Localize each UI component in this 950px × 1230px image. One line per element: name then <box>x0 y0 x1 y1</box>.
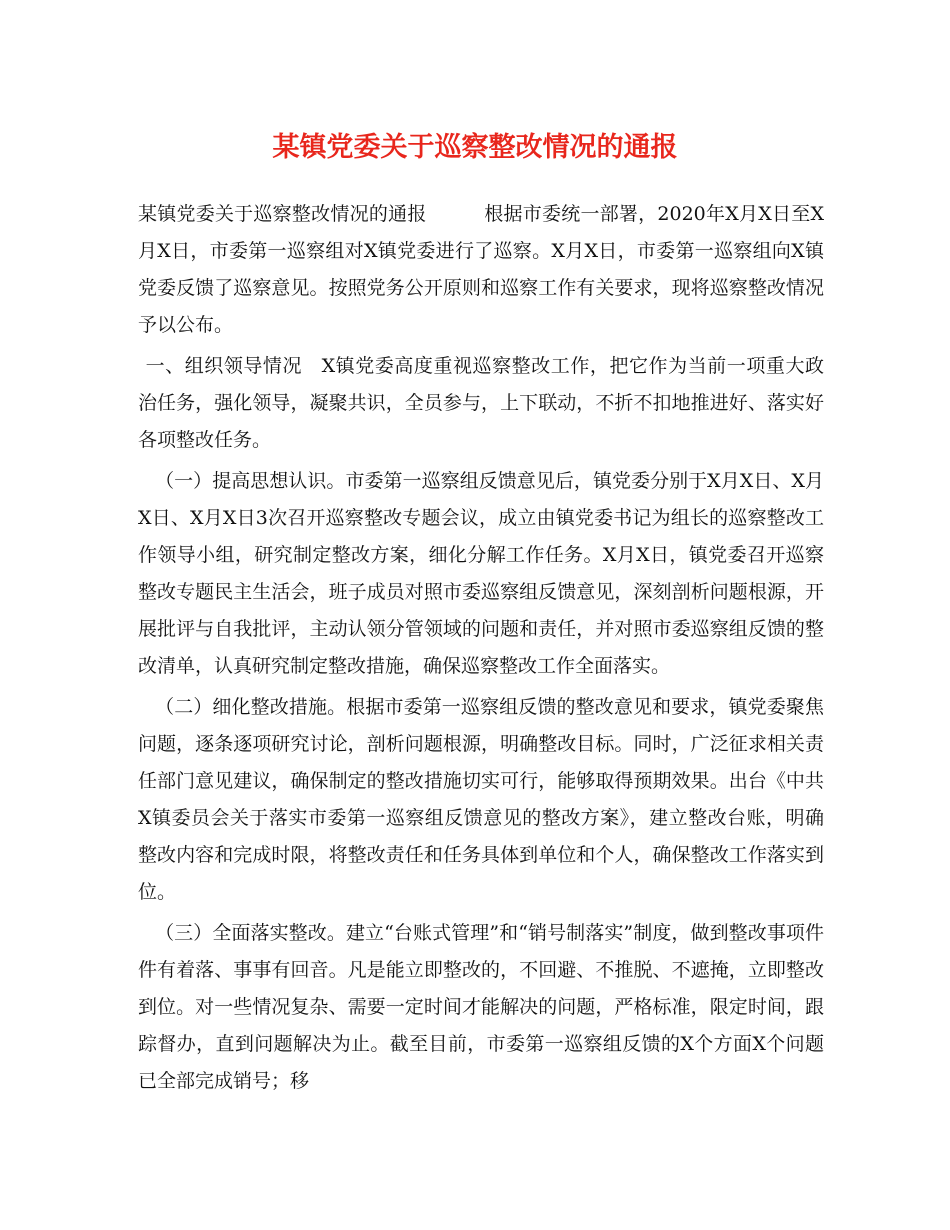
paragraph-intro: 某镇党委关于巡察整改情况的通报 根据市委统一部署，2020年X月X日至X月X日，市委第一巡察组对X镇党委进行了巡察。X月X日，市委第一巡察组向X镇党委反馈了巡察意见。按照党务公开原则和巡察工作有关要求，现将巡察整改情况予以公布。 <box>138 203 824 336</box>
document-body <box>138 196 844 1104</box>
paragraph-section-1-2: （二）细化整改措施。根据市委第一巡察组反馈的整改意见和要求，镇党委聚焦问题，逐条逐项研究讨论，剖析问题根源，明确整改目标。同时，广泛征求相关责任部门意见建议，确保制定的整改措施切实可行，能够取得预期效果。出台《中共 X镇委员会关于落实市委第一巡察组反馈意见的整改方案》，建立整改台账，明确整改内容和完成时限，将整改责任和任务具体到单位和个人，确保整改工作落实到位。 <box>138 696 844 903</box>
paragraph-section-1-1: （一）提高思想认识。市委第一巡察组反馈意见后，镇党委分别于X月X日、X月X日、X月X日3次召开巡察整改专题会议，成立由镇党委书记为组长的巡察整改工作领导小组，研究制定整改方案，细化分解工作任务。X月X日，镇党委召开巡察整改专题民主生活会，班子成员对照市委巡察组反馈意见，深刻剖析问题根源，开展批评与自我批评，主动认领分管领域的问题和责任，并对照市委巡察组反馈的整改清单，认真研究制定整改措施，确保巡察整改工作全面落实。 <box>138 470 824 677</box>
paragraph-section-1-3: （三）全面落实整改。建立“台账式管理”和“销号制落实”制度，做到整改事项件件有着落、事事有回音。凡是能立即整改的，不回避、不推脱、不遮掩，立即整改到位。对一些情况复杂、需要一定时间才能解决的问题，严格标准，限定时间，跟踪督办，直到问题解决为止。截至目前，市委第一巡察组反馈的X个方面X个问题已全部完成销号；移 <box>138 922 824 1092</box>
document-title: 某镇党委关于巡察整改情况的通报 <box>272 132 678 163</box>
paragraph-section-1: 一、组织领导情况 X镇党委高度重视巡察整改工作，把它作为当前一项重大政治任务，强化领导，凝聚共识，全员参与，上下联动，不折不扣地推进好、落实好各项整改任务。 <box>138 355 824 451</box>
